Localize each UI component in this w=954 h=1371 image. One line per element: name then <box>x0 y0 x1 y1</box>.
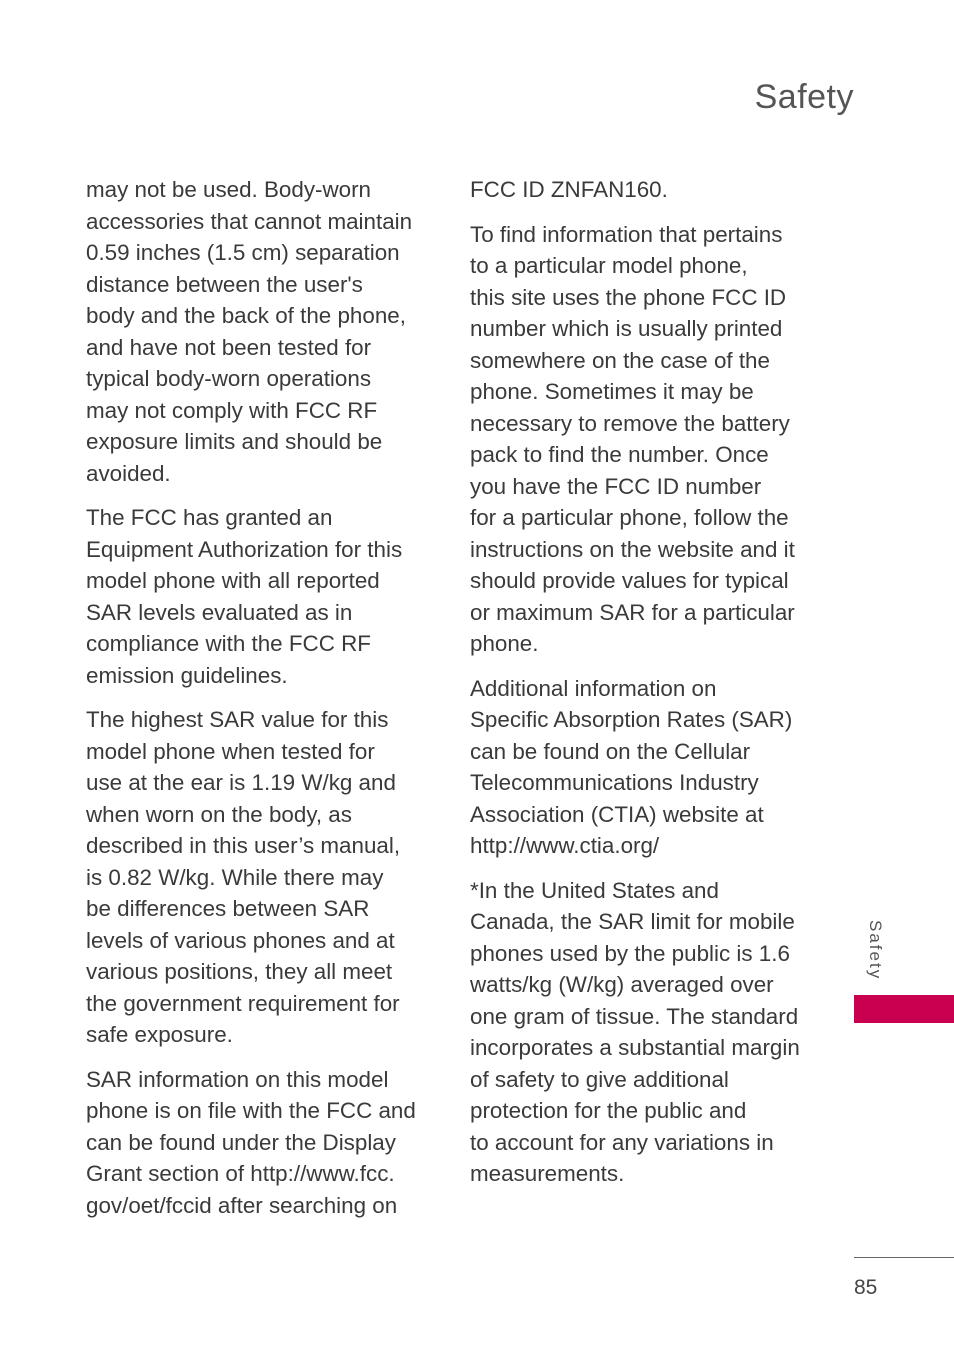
left-column <box>86 174 436 1234</box>
footer-divider <box>854 1257 954 1258</box>
right-paragraph-3: Additional information on Specific Absorption Rates (SAR) can be found on the Cellular Telecommunications Industry Association (CTIA) website at http://www.ctia.org/ <box>470 675 793 858</box>
right-column <box>470 174 820 1203</box>
left-paragraph-4: SAR information on this model phone is on file with the FCC and can be found under the Display Grant section of http://www.fcc. gov/oet/fccid after searching on <box>86 1066 416 1218</box>
page-number: 85 <box>854 1276 878 1299</box>
right-paragraph-4: *In the United States and Canada, the SAR limit for mobile phones used by the public is 1.6 watts/kg (W/kg) averaged over one gram of tissue. The standard incorporates a substantial margin of safety to give additional protection for the public and to account for any variations in measurements. <box>470 877 800 1186</box>
left-paragraph-2: The FCC has granted an Equipment Authorization for this model phone with all reported SAR levels evaluated as in compliance with the FCC RF emission guidelines. <box>86 505 403 688</box>
right-paragraph-2: To find information that pertains to a particular model phone, this site uses the phone FCC ID number which is usually printed somewhere on the case of the phone. Sometimes it may be necessary to remove the battery pack to find the number. Once you have the FCC ID number for a particular phone, follow the instructions on the website and it should provide values for typical or maximum SAR for a particular phone. <box>470 221 795 656</box>
right-paragraph-1: FCC ID ZNFAN160. <box>470 177 668 202</box>
side-tab-label: Safety <box>866 920 885 981</box>
left-paragraph-1: may not be used. Body-worn accessories that cannot maintain 0.59 inches (1.5 cm) separation distance between the user's body and the back of the phone, and have not been tested for typical body-worn operations may not comply with FCC RF exposure limits and should be avoided. <box>86 177 413 486</box>
left-paragraph-3: The highest SAR value for this model phone when tested for use at the ear is 1.19 W/kg and when worn on the body, as described in this user’s manual, is 0.82 W/kg. While there may be differences between SAR levels of various phones and at various positions, they all meet the government requirement for safe exposure. <box>86 707 401 1047</box>
side-tab-bar <box>854 995 954 1023</box>
page-title: Safety <box>754 78 854 116</box>
